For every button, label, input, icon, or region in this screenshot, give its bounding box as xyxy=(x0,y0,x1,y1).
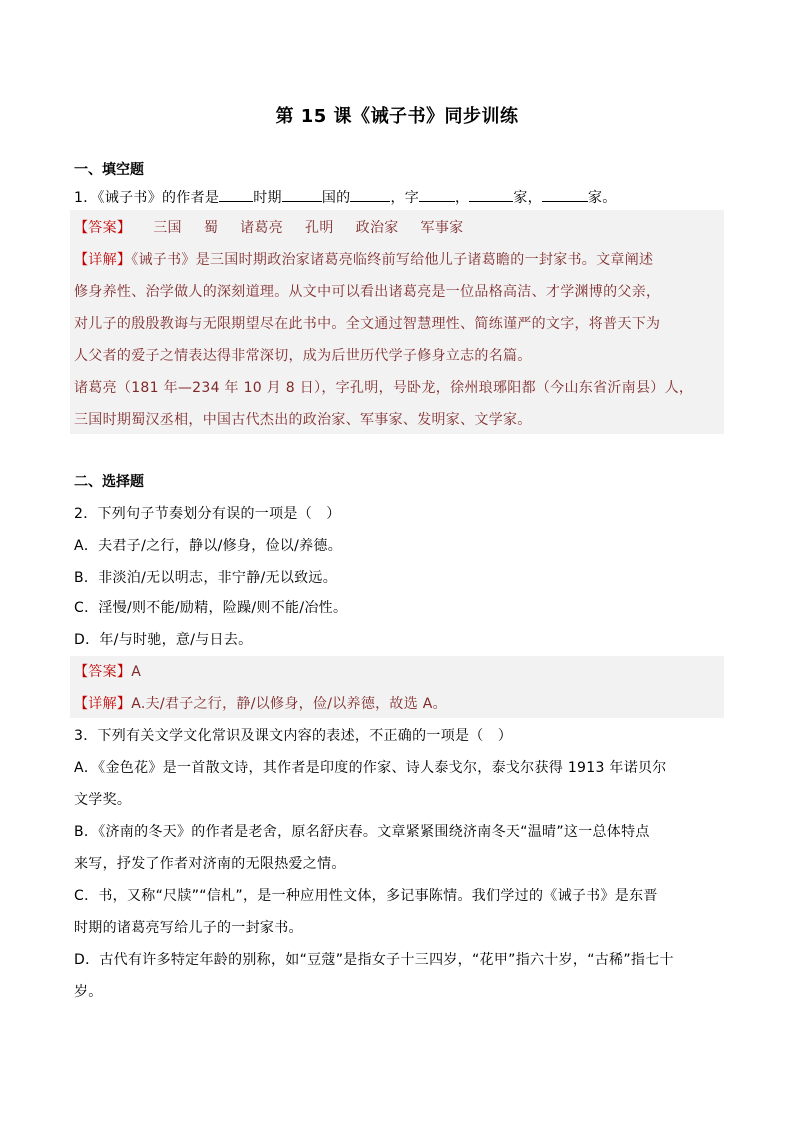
q2-option-a: A．夫君子/之行，静以/修身，俭以/养德。 xyxy=(74,538,343,554)
q1-text: 家， xyxy=(513,190,542,206)
q3-option-line: 文学奖。 xyxy=(74,792,132,808)
q2-answer xyxy=(74,662,724,682)
q3-option-line: B．《济南的冬天》的作者是老舍，原名舒庆春。文章紧紧围绕济南冬天“温晴”这一总体特点 xyxy=(74,824,650,840)
q2-option-d: D．年/与时驰，意/与日去。 xyxy=(74,632,253,648)
q2-answer-value: A xyxy=(131,664,142,680)
q1-answer-value: 军事家 xyxy=(420,220,464,236)
q1-blank-5 xyxy=(469,186,513,202)
q1-text: ， xyxy=(455,190,470,206)
q1-answer-value: 三国 xyxy=(153,220,182,236)
question-3-stem: 3．下列有关文学文化常识及课文内容的表述，不正确的一项是（ ） xyxy=(74,728,513,744)
explain-tag: 【详解】 xyxy=(74,696,132,712)
explain-text: 《诫子书》是三国时期政治家诸葛亮临终前写给他儿子诸葛瞻的一封家书。文章阐述 xyxy=(131,252,654,268)
q1-explanation-line xyxy=(74,250,724,270)
q3-option-line: D．古代有许多特定年龄的别称，如“豆蔻”是指女子十三四岁，“花甲”指六十岁，“古稀”指七十 xyxy=(74,952,674,968)
explain-text: A.夫/君子之行，静/以修身，俭/以养德，故选 A。 xyxy=(131,696,447,712)
q1-explanation-line: 诸葛亮（181 年—234 年 10 月 8 日），字孔明，号卧龙，徐州琅琊阳都（今山东省沂南县）人， xyxy=(74,380,694,396)
q2-option-c: C．淫慢/则不能/励精，险躁/则不能/冶性。 xyxy=(74,600,348,616)
q1-text: 家。 xyxy=(587,190,617,206)
q1-explanation-line: 对儿子的殷殷教诲与无限期望尽在此书中。全文通过智慧理性、简练谨严的文字，将普天下为 xyxy=(74,316,661,332)
page-title: 第 15 课《诫子书》同步训练 xyxy=(275,106,519,127)
q2-option-b: B．非淡泊/无以明志，非宁静/无以致远。 xyxy=(74,570,338,586)
q1-blank-3 xyxy=(350,186,390,202)
q1-explanation-line: 三国时期蜀汉丞相，中国古代杰出的政治家、军事家、发明家、文学家。 xyxy=(74,412,532,428)
explain-tag: 【详解】 xyxy=(74,252,132,268)
answer-tag: 【答案】 xyxy=(74,664,132,680)
q3-option-line: 时期的诸葛亮写给儿子的一封家书。 xyxy=(74,920,303,936)
q1-blank-1 xyxy=(219,186,253,202)
section-heading-multiple-choice: 二、选择题 xyxy=(74,474,144,490)
question-2-stem: 2．下列句子节奏划分有误的一项是（ ） xyxy=(74,506,341,522)
section-heading-fill-blank: 一、填空题 xyxy=(74,162,144,178)
q1-answer-value: 政治家 xyxy=(355,220,399,236)
q1-answer-value: 诸葛亮 xyxy=(240,220,284,236)
q1-text: 国的 xyxy=(321,190,351,206)
q1-blank-2 xyxy=(282,186,322,202)
question-1-stem xyxy=(74,186,724,208)
q1-blank-4 xyxy=(419,186,455,202)
q3-option-line: A．《金色花》是一首散文诗，其作者是印度的作家、诗人泰戈尔，泰戈尔获得 1913 年诺贝尔 xyxy=(74,760,667,776)
q1-text: 1．《诫子书》的作者是 xyxy=(74,190,220,206)
q3-option-line: C．书，又称“尺牍”“信札”，是一种应用性文体，多记事陈情。我们学过的《诫子书》是东晋 xyxy=(74,888,658,904)
q1-text: ，字 xyxy=(390,190,420,206)
q3-option-line: 岁。 xyxy=(74,984,103,1000)
q1-explanation-line: 修身养性、治学做人的深刻道理。从文中可以看出诸葛亮是一位品格高洁、才学渊博的父亲， xyxy=(74,284,661,300)
q1-explanation-line: 人父者的爱子之情表达得非常深切，成为后世历代学子修身立志的名篇。 xyxy=(74,348,532,364)
q3-option-line: 来写，抒发了作者对济南的无限热爱之情。 xyxy=(74,856,346,872)
q1-text: 时期 xyxy=(253,190,282,206)
q1-answer xyxy=(74,218,724,238)
q1-blank-6 xyxy=(542,186,588,202)
q1-answer-value: 孔明 xyxy=(305,220,334,236)
q1-answer-value: 蜀 xyxy=(203,220,219,236)
answer-tag: 【答案】 xyxy=(74,220,132,236)
q2-explanation xyxy=(74,694,724,714)
